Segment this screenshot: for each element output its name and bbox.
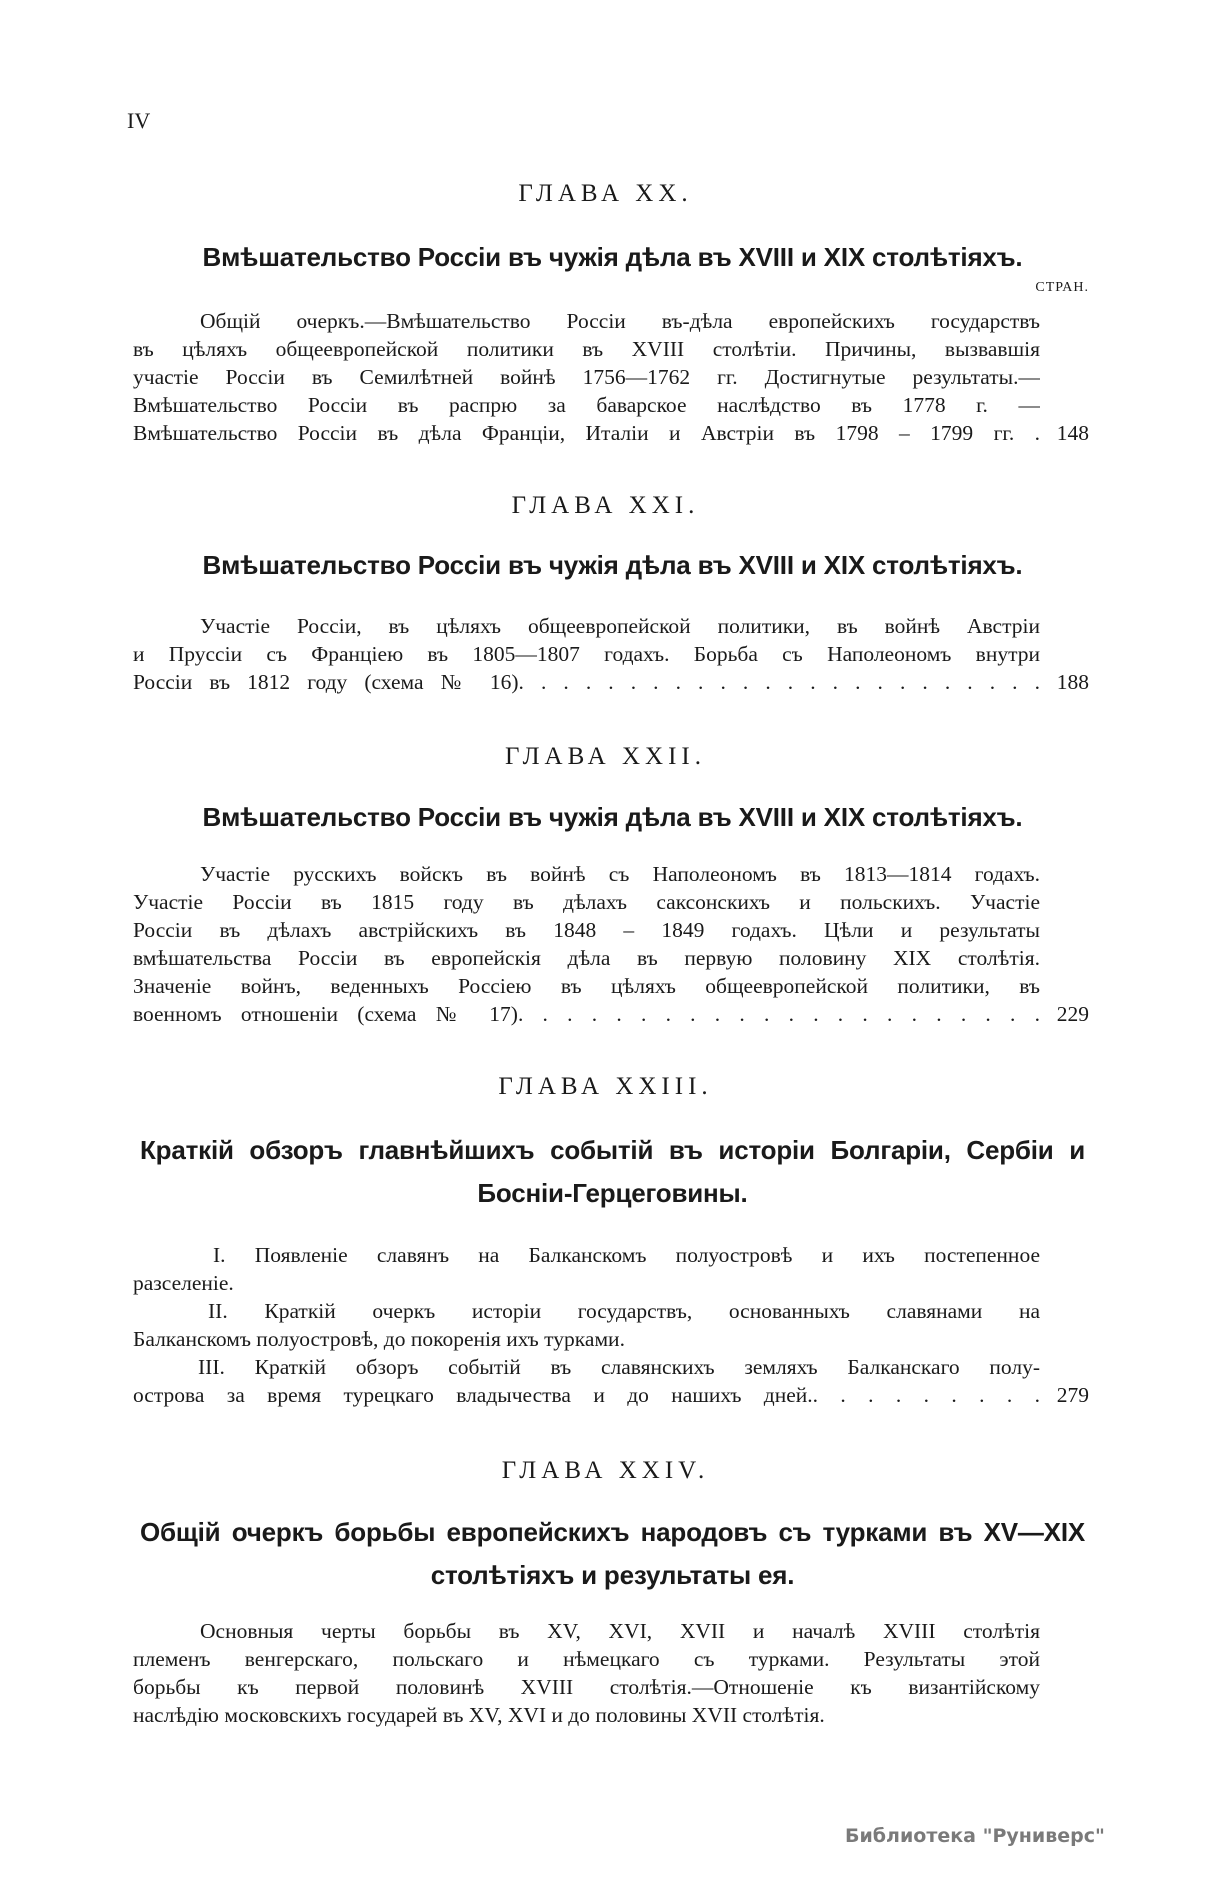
paragraph-line: борьбы къ первой половинѣ XVIII столѣтія.—Отношеніе къ византійскому — [133, 1675, 1040, 1699]
chapter-title: Краткій обзоръ главнѣйшихъ событій въ исторіи Болгаріи, Сербіи и — [140, 1135, 1085, 1165]
paragraph-line: I. Появленіе славянъ на Балканскомъ полуостровѣ и ихъ постепенное — [213, 1243, 1040, 1267]
chapter-title: Общій очеркъ борьбы европейскихъ народовъ съ турками въ XV—XIX — [140, 1517, 1085, 1547]
chapter-heading: ГЛАВА XXIV. — [501, 1457, 710, 1484]
paragraph-line: III. Краткій обзоръ событій въ славянскихъ земляхъ Балканскаго полу- — [198, 1355, 1040, 1379]
paragraph-line: Россіи въ 1812 году (схема № 16). . . . . . . . . . . . . . . . . . . . . . . . — [133, 670, 1040, 694]
chapter-title: столѣтіяхъ и результаты ея. — [430, 1560, 795, 1590]
paragraph-line: острова за время турецкаго владычества и до нашихъ дней.. . . . . . . . . — [133, 1383, 1040, 1407]
page-column-header: СТРАН. — [1035, 280, 1089, 295]
chapter-page-number: 148 — [1056, 421, 1089, 445]
paragraph-line: вмѣшательства Россіи въ европейскія дѣла въ первую половину XIX столѣтія. — [133, 946, 1040, 970]
paragraph-line: племенъ венгерскаго, польскаго и нѣмецкаго съ турками. Результаты этой — [133, 1647, 1040, 1671]
chapter-title: Босніи-Герцеговины. — [477, 1178, 748, 1208]
paragraph-line: II. Краткій очеркъ исторіи государствъ, основанныхъ славянами на — [208, 1299, 1040, 1323]
chapter-page-number: 188 — [1056, 670, 1089, 694]
paragraph-line: разселеніе. — [133, 1271, 234, 1295]
paragraph-line: Участіе Россіи въ 1815 году въ дѣлахъ саксонскихъ и польскихъ. Участіе — [133, 890, 1040, 914]
paragraph-line: и Пруссіи съ Франціею въ 1805—1807 годахъ. Борьба съ Наполеономъ внутри — [133, 642, 1040, 666]
paragraph-line: Основныя черты борьбы въ XV, XVI, XVII и началѣ XVIII столѣтія — [200, 1619, 1040, 1643]
chapter-heading: ГЛАВА XXII. — [505, 743, 706, 770]
paragraph-line: Вмѣшательство Россіи въ дѣла Франціи, Италіи и Австріи въ 1798 – 1799 гг. . — [133, 421, 1040, 445]
paragraph-line: Россіи въ дѣлахъ австрійскихъ въ 1848 – 1849 годахъ. Цѣли и результаты — [133, 918, 1040, 942]
chapter-heading: ГЛАВА XX. — [518, 180, 693, 207]
paragraph-line: участіе Россіи въ Семилѣтней войнѣ 1756—1762 гг. Достигнутые результаты.— — [133, 365, 1040, 389]
chapter-heading: ГЛАВА XXI. — [511, 492, 700, 519]
paragraph-line: Участіе Россіи, въ цѣляхъ общеевропейской политики, въ войнѣ Австріи — [200, 614, 1040, 638]
page-number: IV — [127, 108, 151, 133]
paragraph-line: наслѣдію московскихъ государей въ XV, XVI и до половины XVII столѣтія. — [133, 1703, 825, 1727]
chapter-title: Вмѣшательство Россіи въ чужія дѣла въ XVIII и XIX столѣтіяхъ. — [202, 802, 1023, 832]
chapter-title: Вмѣшательство Россіи въ чужія дѣла въ XVIII и XIX столѣтіяхъ. — [202, 550, 1023, 580]
paragraph-line: Значеніе войнъ, веденныхъ Россіею въ цѣляхъ общеевропейской политики, въ — [133, 974, 1040, 998]
paragraph-line: Балканскомъ полуостровѣ, до покоренія ихъ турками. — [133, 1327, 625, 1351]
chapter-page-number: 279 — [1056, 1383, 1089, 1407]
library-watermark: Библиотека "Руниверс" — [845, 1825, 1105, 1847]
chapter-page-number: 229 — [1056, 1002, 1089, 1026]
chapter-heading: ГЛАВА XXIII. — [498, 1073, 713, 1100]
paragraph-line: Общій очеркъ.—Вмѣшательство Россіи въ-дѣла европейскихъ государствъ — [200, 309, 1040, 333]
paragraph-line: въ цѣляхъ общеевропейской политики въ XVIII столѣтіи. Причины, вызвавшія — [133, 337, 1040, 361]
chapter-title: Вмѣшательство Россіи въ чужія дѣла въ XVIII и XIX столѣтіяхъ. — [202, 242, 1023, 272]
paragraph-line: Участіе русскихъ войскъ въ войнѣ съ Наполеономъ въ 1813—1814 годахъ. — [200, 862, 1040, 886]
paragraph-line: Вмѣшательство Россіи въ распрю за баварское наслѣдство въ 1778 г. — — [133, 393, 1040, 417]
paragraph-line: военномъ отношеніи (схема № 17). . . . . . . . . . . . . . . . . . . . . . — [133, 1002, 1040, 1026]
